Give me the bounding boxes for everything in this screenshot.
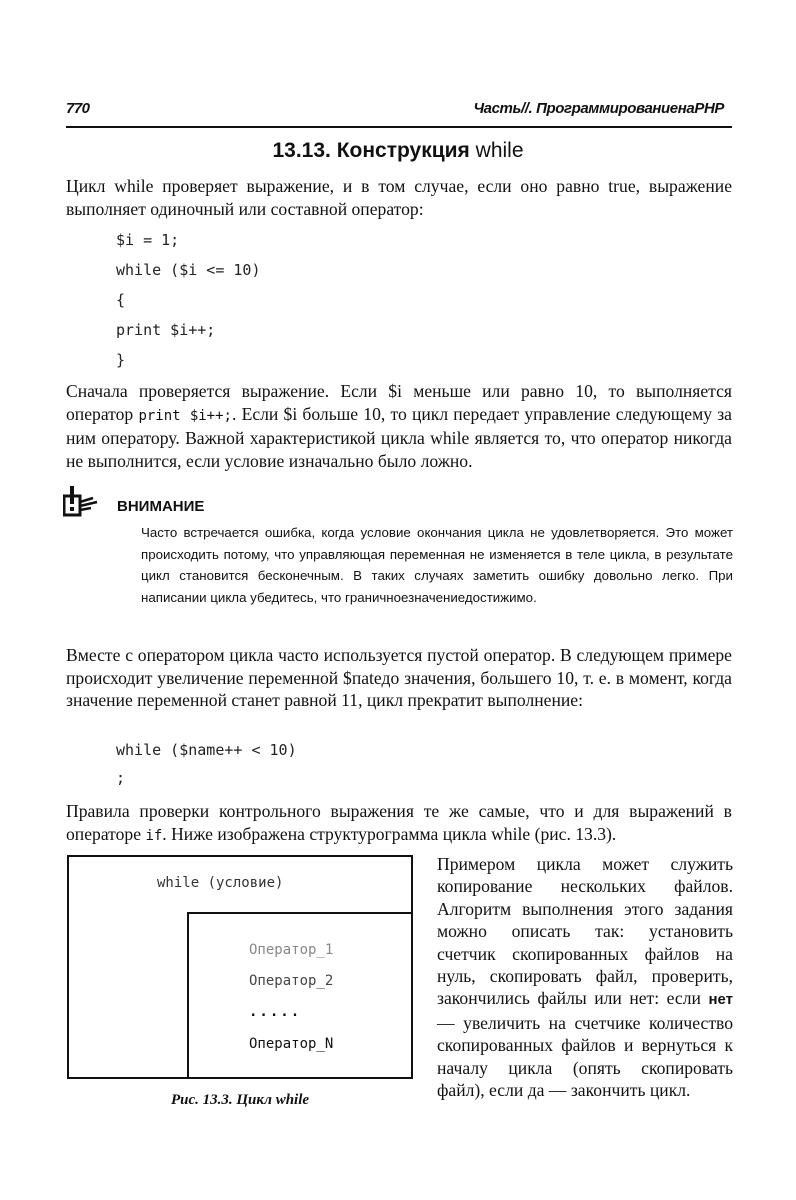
section-title	[0, 139, 796, 163]
section-keyword: while	[475, 139, 524, 162]
explain-paragraph	[66, 380, 732, 472]
code-line: while ($i <= 10)	[116, 261, 261, 279]
rules-paragraph	[66, 800, 732, 847]
code-block-1	[116, 225, 261, 375]
code-block-2	[116, 736, 297, 792]
side-bold: нет	[708, 991, 733, 1009]
code-line: }	[116, 351, 126, 369]
diagram-ellipsis: .....	[249, 1004, 302, 1020]
page-number: 770	[66, 100, 90, 117]
intro-text: Цикл while проверяет выражение, и в том случае, если оно равно true, выражение выполняет одиночный или составной оператор:	[66, 176, 732, 219]
rules-text-1: Правила проверки контрольного выражения те же самые, что и для выражений в операторе	[66, 801, 732, 844]
explain-code: print $i++;	[138, 407, 232, 424]
code-line: {	[116, 291, 126, 309]
section-number-title: 13.13. Конструкция	[272, 139, 470, 162]
empty-operator-text: Вместе с оператором цикла часто используется пустой оператор. В следующем примере происходит увеличение переменной $паtедо значения, большего 10, т. е. в момент, когда значение переменной станет равной 11, цикл прекратит выполнение:	[66, 645, 732, 710]
page-header	[66, 98, 726, 128]
diagram-operator-n: Оператор_N	[249, 1036, 334, 1052]
diagram-operator-1: Оператор_1	[249, 942, 334, 958]
rules-text-2: . Ниже изображена структурограмма цикла while (рис. 13.3).	[162, 823, 617, 844]
running-title: Часть//. ПрограммированиенаPHP	[473, 100, 724, 117]
diagram-operator-2: Оператор_2	[249, 973, 334, 989]
header-rule	[66, 126, 732, 128]
figure-caption: Рис. 13.3. Цикл while	[170, 1092, 310, 1108]
note-body: Часто встречается ошибка, когда условие окончания цикла не удовлетворяется. Это может происходить потому, что управляющая переменная не изменяется в теле цикла, в результате цикл становится бесконечным. В таких случаях заметить ошибку довольно легко. При написании цикла убедитесь, что граничноезначениедостижимо.	[141, 525, 733, 605]
explain-text-2: . Если $i больше 10, то цикл передает управление следующему за ним оператору. Важной характеристикой цикла while является то, что оператор никогда не выполнится, если условие изначально было ложно.	[66, 403, 732, 471]
side-text-2: — увеличить на счетчике количество скопированных файлов и вернуться к началу цикла (опять скопировать файл), если да — закончить цикл.	[437, 1012, 733, 1101]
diagram-condition: while (условие)	[157, 875, 284, 891]
attention-hand-icon	[63, 484, 103, 518]
empty-operator-paragraph	[66, 644, 732, 712]
diagram-loop-body	[187, 912, 413, 1079]
intro-paragraph	[66, 175, 732, 220]
code-line: while ($name++ < 10)	[116, 741, 297, 759]
explain-text-1: Сначала проверяется выражение. Если $i меньше или равно 10, то выполняется оператор	[66, 381, 732, 424]
side-text-1: Примером цикла может служить копирование нескольких файлов. Алгоритм выполнения этого задания можно описать так: установить счетчик скопированных файлов на нуль, скопировать файл, проверить, закончились файлы или нет: если	[437, 854, 733, 1009]
rules-code: if	[145, 827, 163, 844]
code-line: print $i++;	[116, 321, 216, 339]
code-line: $i = 1;	[116, 231, 180, 249]
note-title: ВНИМАНИЕ	[117, 498, 205, 515]
side-paragraph	[437, 853, 733, 1101]
structogram-diagram	[67, 855, 413, 1079]
code-line: ;	[116, 769, 126, 787]
